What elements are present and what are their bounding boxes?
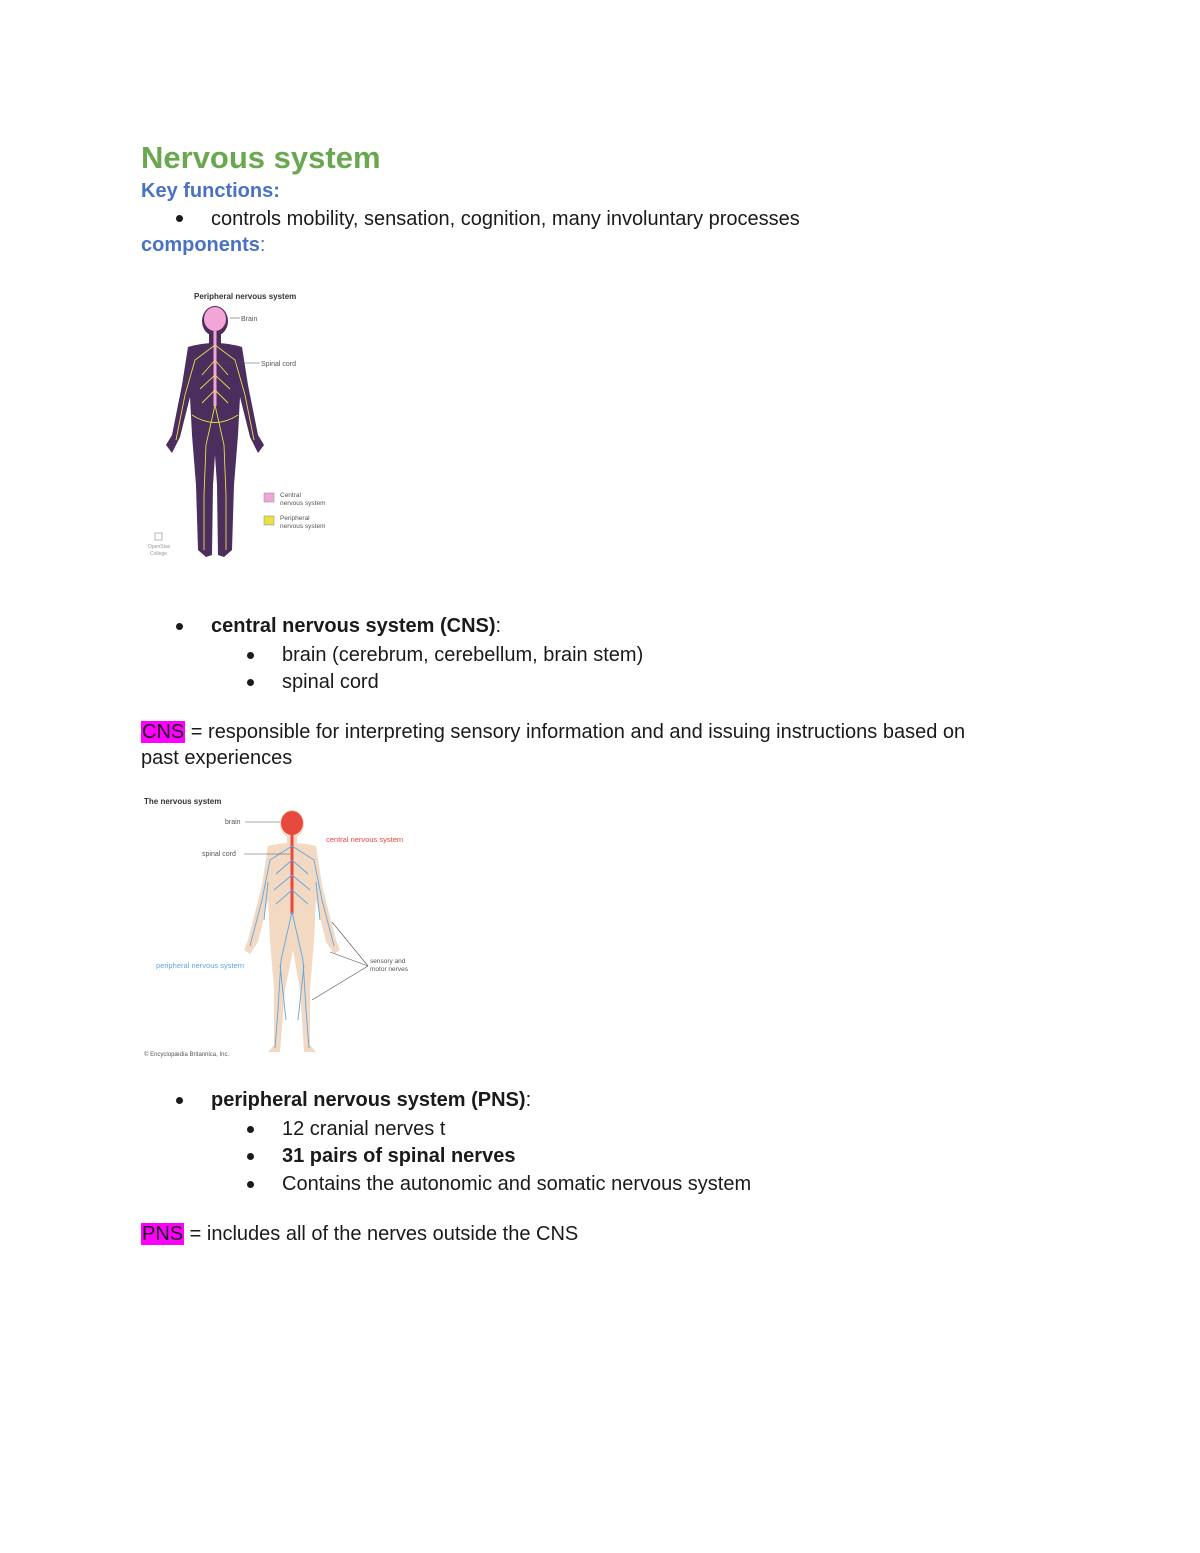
pns-definition: PNS = includes all of the nerves outside the CNS (142, 1223, 579, 1245)
legend-pns-label-2: nervous system (280, 523, 326, 530)
figure-peripheral-nervous-system (140, 285, 355, 565)
pns-item-spinal: 31 pairs of spinal nerves (282, 1145, 516, 1167)
legend-pns-swatch (264, 516, 274, 525)
brain-label: brain (225, 819, 241, 826)
sensory-motor-label-2: motor nerves (370, 966, 408, 973)
page-title: Nervous system (141, 140, 381, 175)
credit-logo (155, 533, 162, 540)
legend-cns-label-1: Central (280, 492, 301, 499)
pns-highlight: PNS (142, 1223, 184, 1245)
sensory-motor-label-1: sensory and (370, 958, 406, 965)
bullet-marker (247, 652, 254, 659)
legend-pns-label-1: Peripheral (280, 515, 310, 522)
brain-label: Brain (241, 316, 258, 323)
spinal-cord-label: spinal cord (202, 851, 236, 858)
figure1-title: Peripheral nervous system (194, 292, 297, 301)
bullet-marker (176, 623, 183, 630)
legend-cns-label-2: nervous system (280, 500, 326, 507)
key-functions-heading: Key functions: (141, 180, 280, 202)
credit-line: © Encyclopædia Britannica, Inc. (144, 1052, 230, 1058)
bullet-marker (176, 215, 183, 222)
figure-the-nervous-system (140, 790, 425, 1065)
cns-highlight: CNS (142, 721, 185, 743)
cns-item-brain: brain (cerebrum, cerebellum, brain stem) (282, 644, 644, 666)
figure2-title: The nervous system (144, 797, 222, 806)
credit-line-1: OpenStax (148, 544, 171, 550)
cns-item-spinal-cord: spinal cord (282, 671, 379, 693)
sensory-pointer-lines (312, 922, 368, 1000)
pns-label: peripheral nervous system (156, 961, 244, 970)
cns-definition-line1: CNS = responsible for interpreting sensory information and and issuing instructions based on (142, 721, 966, 743)
pns-item-cranial: 12 cranial nerves t (282, 1118, 446, 1140)
cns-label: central nervous system (326, 835, 404, 844)
bullet-marker (247, 1153, 254, 1160)
brain-shape (204, 307, 226, 331)
components-heading: components: (141, 234, 266, 256)
bullet-marker (247, 1126, 254, 1133)
brain-shape (281, 811, 303, 835)
key-function-item: controls mobility, sensation, cognition, many involuntary processes (211, 208, 800, 230)
legend-cns-swatch (264, 493, 274, 502)
pns-item-autonomic: Contains the autonomic and somatic nervous system (282, 1173, 752, 1195)
bullet-marker (247, 1181, 254, 1188)
spinal-cord-shape (214, 331, 217, 406)
cns-definition-line2: past experiences (141, 747, 293, 769)
bullet-marker (247, 679, 254, 686)
spinal-cord-label: Spinal cord (261, 361, 297, 368)
bullet-marker (176, 1097, 183, 1104)
body-diagram-purple (140, 285, 355, 565)
cns-list-heading: central nervous system (CNS): (211, 615, 502, 637)
pns-list-heading: peripheral nervous system (PNS): (211, 1089, 532, 1111)
body-diagram-blue (140, 790, 425, 1065)
credit-line-2: College (150, 551, 167, 557)
